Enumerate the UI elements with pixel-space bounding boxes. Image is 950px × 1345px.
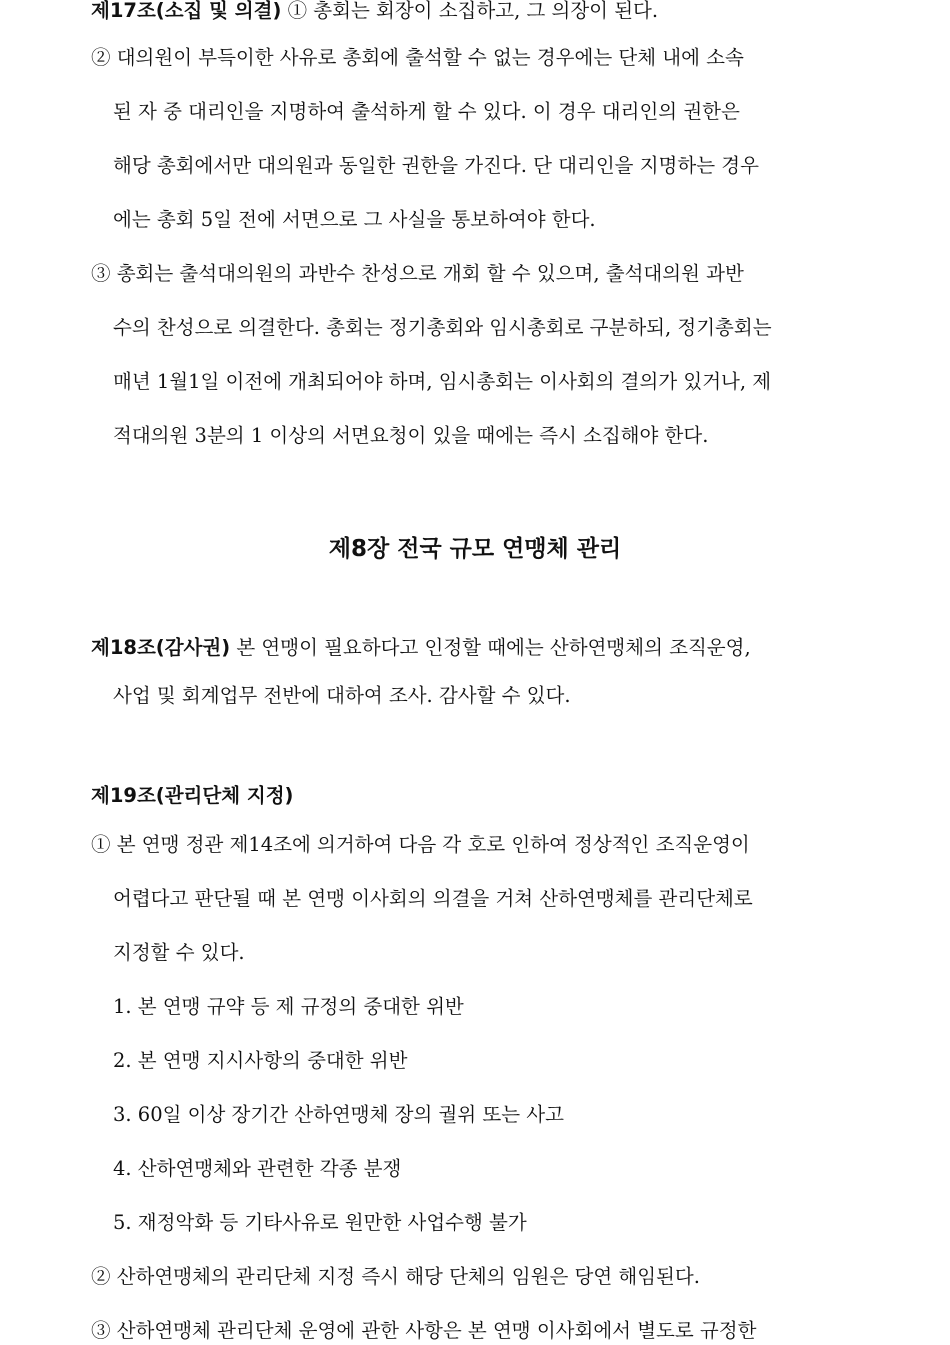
art19-p3: ③ 산하연맹체 관리단체 운영에 관한 사항은 본 연맹 이사회에서 별도로 규정한 bbox=[91, 1319, 757, 1342]
chapter-title: 제8장 전국 규모 연맹체 관리 bbox=[328, 536, 622, 562]
art19-p1-line-2: 어렵다고 판단될 때 본 연맹 이사회의 의결을 거쳐 산하연맹체를 관리단체로 bbox=[113, 887, 753, 910]
art19-item-2: 2. 본 연맹 지시사항의 중대한 위반 bbox=[113, 1049, 408, 1072]
art17-p3-line-3: 매년 1월1일 이전에 개최되어야 하며, 임시총회는 이사회의 결의가 있거나, 제 bbox=[113, 370, 772, 393]
art17-line-1 bbox=[91, 0, 658, 25]
art19-p1-line-1: ① 본 연맹 정관 제14조에 의거하여 다음 각 호로 인하여 정상적인 조직운영이 bbox=[91, 833, 750, 856]
art19-item-3: 3. 60일 이상 장기간 산하연맹체 장의 궐위 또는 사고 bbox=[113, 1103, 564, 1126]
art19-item-4: 4. 산하연맹체와 관련한 각종 분쟁 bbox=[113, 1157, 402, 1180]
art17-p2-line-1: ② 대의원이 부득이한 사유로 총회에 출석할 수 없는 경우에는 단체 내에 소속 bbox=[91, 46, 744, 69]
art17-first-text: ① 총회는 회장이 소집하고, 그 의장이 된다. bbox=[281, 0, 659, 22]
art19-p1-line-3: 지정할 수 있다. bbox=[113, 941, 245, 964]
art18-line-2: 사업 및 회계업무 전반에 대하여 조사. 감사할 수 있다. bbox=[113, 684, 571, 707]
art19-heading: 제19조(관리단체 지정) bbox=[91, 784, 294, 807]
art19-item-5: 5. 재정악화 등 기타사유로 원만한 사업수행 불가 bbox=[113, 1211, 527, 1234]
art18-first-text: 본 연맹이 필요하다고 인정할 때에는 산하연맹체의 조직운영, bbox=[230, 636, 751, 659]
art17-heading: 제17조(소집 및 의결) bbox=[91, 0, 282, 22]
art17-p2-line-3: 해당 총회에서만 대의원과 동일한 권한을 가진다. 단 대리인을 지명하는 경우 bbox=[113, 154, 759, 177]
art17-p2-line-2: 된 자 중 대리인을 지명하여 출석하게 할 수 있다. 이 경우 대리인의 권한은 bbox=[113, 100, 740, 123]
art19-item-1: 1. 본 연맹 규약 등 제 규정의 중대한 위반 bbox=[113, 995, 464, 1018]
art18-line-1 bbox=[91, 634, 751, 662]
art17-p2-line-4: 에는 총회 5일 전에 서면으로 그 사실을 통보하여야 한다. bbox=[113, 208, 596, 231]
art17-p3-line-4: 적대의원 3분의 1 이상의 서면요청이 있을 때에는 즉시 소집해야 한다. bbox=[113, 424, 709, 447]
art18-heading: 제18조(감사권) bbox=[91, 636, 231, 659]
art17-p3-line-1: ③ 총회는 출석대의원의 과반수 찬성으로 개회 할 수 있으며, 출석대의원 과반 bbox=[91, 262, 744, 285]
art19-p2: ② 산하연맹체의 관리단체 지정 즉시 해당 단체의 임원은 당연 해임된다. bbox=[91, 1265, 700, 1288]
art17-p3-line-2: 수의 찬성으로 의결한다. 총회는 정기총회와 임시총회로 구분하되, 정기총회는 bbox=[113, 316, 772, 339]
